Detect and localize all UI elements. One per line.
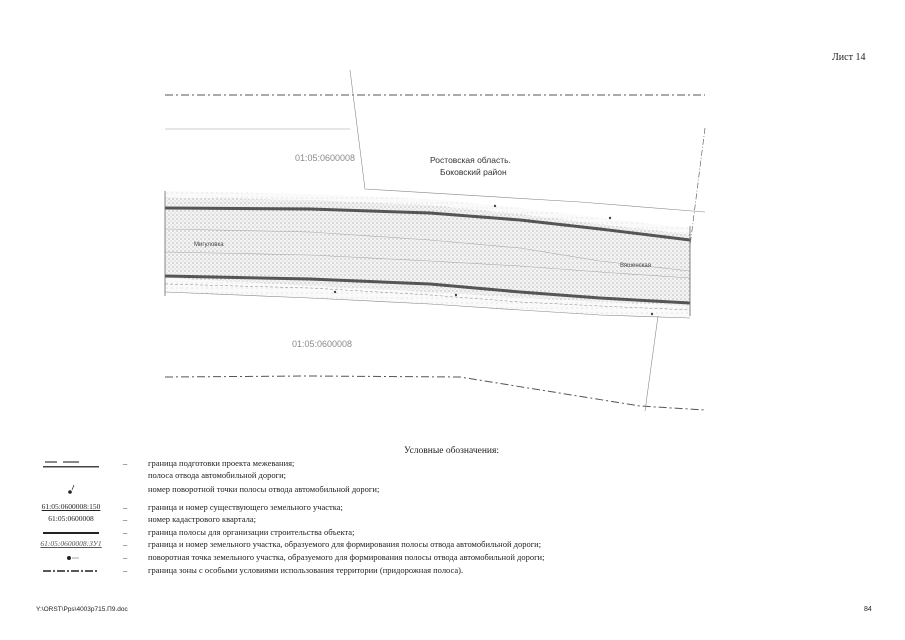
village-label-right: Вяшенская bbox=[620, 263, 651, 269]
legend-row: 61:05:0600008:150 – граница и номер существующего земельного участка; bbox=[26, 502, 666, 515]
page-number: 84 bbox=[864, 606, 872, 613]
quarter-label-bottom: 01:05:0600008 bbox=[292, 339, 353, 349]
region-label-line1: Ростовская область. bbox=[430, 155, 511, 165]
legend-text: граница подготовки проекта межевания; bbox=[148, 458, 295, 468]
legend-symbol-new-turn-point bbox=[26, 552, 116, 565]
legend-row: 61:05:0600008 – номер кадастрового квартала; bbox=[26, 514, 666, 527]
legend-text: граница полосы для организации строительства объекта; bbox=[148, 527, 355, 537]
legend-symbol-existing-parcel: 61:05:0600008:150 bbox=[41, 502, 101, 511]
legend-row: – поворотная точка земельного участка, образуемого для формирования полосы отвода автомобильной дороги; bbox=[26, 552, 666, 565]
legend-text: граница зоны с особыми условиями использования территории (придорожная полоса). bbox=[148, 565, 464, 575]
legend-symbol-quarter: 61:05:0600008 bbox=[48, 514, 94, 523]
village-label-left: Мигуловка bbox=[194, 242, 224, 248]
legend-text: полоса отвода автомобильной дороги; bbox=[148, 470, 287, 480]
region-label-line2: Боковский район bbox=[440, 167, 507, 177]
legend-title: Условные обозначения: bbox=[404, 446, 500, 456]
legend-row: – граница подготовки проекта межевания; bbox=[26, 458, 666, 471]
legend-row: – граница зоны с особыми условиями использования территории (придорожная полоса). bbox=[26, 565, 666, 578]
footer-file-path: Y:\ORST\Pps\4003p715.П9.doc bbox=[36, 606, 128, 613]
legend-text: поворотная точка земельного участка, образуемого для формирования полосы отвода автомобильной дороги; bbox=[148, 552, 545, 562]
legend-row: 61:05:0600008:ЗУ1 – граница и номер земельного участка, образуемого для формирования полосы отвода автомобильной дороги; bbox=[26, 539, 666, 552]
legend-row: – граница полосы для организации строительства объекта; bbox=[26, 527, 666, 540]
legend-symbol-roadside-zone bbox=[26, 565, 116, 578]
legend-text: номер кадастрового квартала; bbox=[148, 514, 256, 524]
cadastral-map bbox=[160, 66, 720, 416]
legend-row bbox=[26, 470, 666, 483]
legend-text: номер поворотной точки полосы отвода автомобильной дороги; bbox=[148, 484, 380, 494]
legend-symbol-row2 bbox=[26, 470, 116, 483]
legend-symbol-turn-point bbox=[26, 484, 116, 497]
sheet-label: Лист 14 bbox=[832, 52, 866, 63]
legend-symbol-new-parcel: 61:05:0600008:ЗУ1 bbox=[40, 539, 102, 548]
legend-text: граница и номер земельного участка, образуемого для формирования полосы отвода автомобильной дороги; bbox=[148, 539, 542, 549]
legend-text: граница и номер существующего земельного участка; bbox=[148, 502, 343, 512]
quarter-label-top: 01:05:0600008 bbox=[295, 153, 356, 163]
legend-row bbox=[26, 484, 666, 497]
map-drawing bbox=[160, 66, 720, 416]
